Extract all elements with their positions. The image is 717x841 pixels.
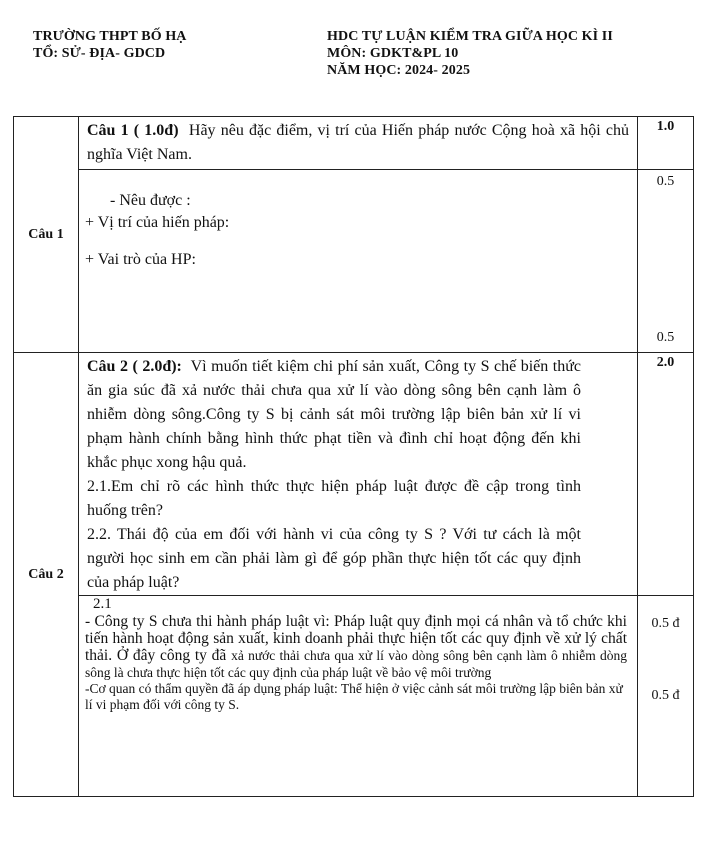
department-name: TỔ: SỬ- ĐỊA- GDCD: [33, 46, 166, 61]
q1-answer-row: [14, 170, 694, 353]
q2-score-b: 0.5 đ: [651, 688, 680, 703]
school-year: NĂM HỌC: 2024- 2025: [327, 63, 471, 78]
q1-label: Câu 1: [14, 117, 79, 353]
q2-answer-p2: -Cơ quan có thẩm quyền đã áp dụng pháp luật: Thể hiện ở việc cảnh sát môi trường lập biên bản xử lí vi phạm đối với công ty S.: [85, 681, 623, 712]
q2-title-text: Vì muốn tiết kiệm chi phí sản xuất, Công ty S chế biến thức ăn gia súc đã xả nước thải chưa qua xử lí vào dòng sông bên cạnh làm ô nhiễm dòng sông.Công ty S bị cảnh sát môi trường lập biên bản xử lí vi phạm hành chính bằng hình thức phạt tiền và đình chỉ hoạt động đến khi khắc phục xong hậu quả.: [87, 358, 581, 471]
q2-answer-row: [14, 596, 694, 797]
q1-answer-line1: - Nêu được :: [110, 192, 191, 209]
subject-line: MÔN: GDKT&PL 10: [327, 46, 459, 61]
q2-question-cell: [79, 353, 638, 596]
q1-answer-line3: + Vai trò của HP:: [85, 251, 196, 268]
q1-total-score: 1.0: [638, 117, 694, 170]
q1-score-b: 0.5: [656, 330, 675, 345]
document-title: HDC TỰ LUẬN KIỂM TRA GIỮA HỌC KÌ II: [327, 29, 613, 44]
answer-key-table: [13, 116, 694, 797]
q2-question-row: [14, 353, 694, 596]
q1-title-bold: Câu 1 ( 1.0đ): [87, 122, 179, 139]
q2-subquestion-2: 2.2. Thái độ của em đối với hành vi của công ty S ? Với tư cách là một người học sinh em cần phải làm gì để góp phần thực hiện tốt các quy định của pháp luật?: [87, 526, 581, 591]
header-left: [33, 28, 187, 62]
q1-question-cell: [79, 117, 638, 170]
q1-score-a: 0.5: [656, 174, 675, 189]
q1-question-row: [14, 117, 694, 170]
q2-answer-p1-small: xả nước thải chưa qua xử lí vào dòng sông bên cạnh làm ô nhiễm dòng sông là chưa thực hiện tốt các quy định của pháp luật về bảo vệ môi trường: [85, 648, 627, 680]
q2-answer-p1: [85, 613, 627, 681]
q1-answer-cell: [79, 170, 638, 353]
q2-total-score: 2.0: [638, 353, 694, 596]
q1-answer-line2: + Vị trí của hiến pháp:: [85, 214, 230, 231]
q2-label: Câu 2: [14, 353, 79, 797]
school-name: TRƯỜNG THPT BỐ HẠ: [33, 29, 187, 44]
q2-answer-heading: 2.1: [93, 596, 112, 612]
q2-answer-scores: [638, 596, 694, 797]
q1-answer-scores: [638, 170, 694, 353]
q1-title-text: Hãy nêu đặc điểm, vị trí của Hiến pháp nước Cộng hoà xã hội chủ nghĩa Việt Nam.: [87, 122, 629, 163]
q2-answer-cell: [79, 596, 638, 797]
q2-title-bold: Câu 2 ( 2.0đ):: [87, 358, 182, 375]
q2-score-a: 0.5 đ: [651, 616, 680, 631]
q2-answer-p1-main: - Công ty S chưa thi hành pháp luật vì: Pháp luật quy định mọi cá nhân và tổ chức khi tiến hành hoạt động sản xuất, kinh doanh phải thực hiện tốt các quy định về xử lý chất thải. Ở đây công ty đã: [85, 613, 627, 664]
q2-subquestion-1: 2.1.Em chỉ rõ các hình thức thực hiện pháp luật được đề cập trong tình huống trên?: [87, 478, 581, 519]
header-right: [327, 28, 613, 79]
